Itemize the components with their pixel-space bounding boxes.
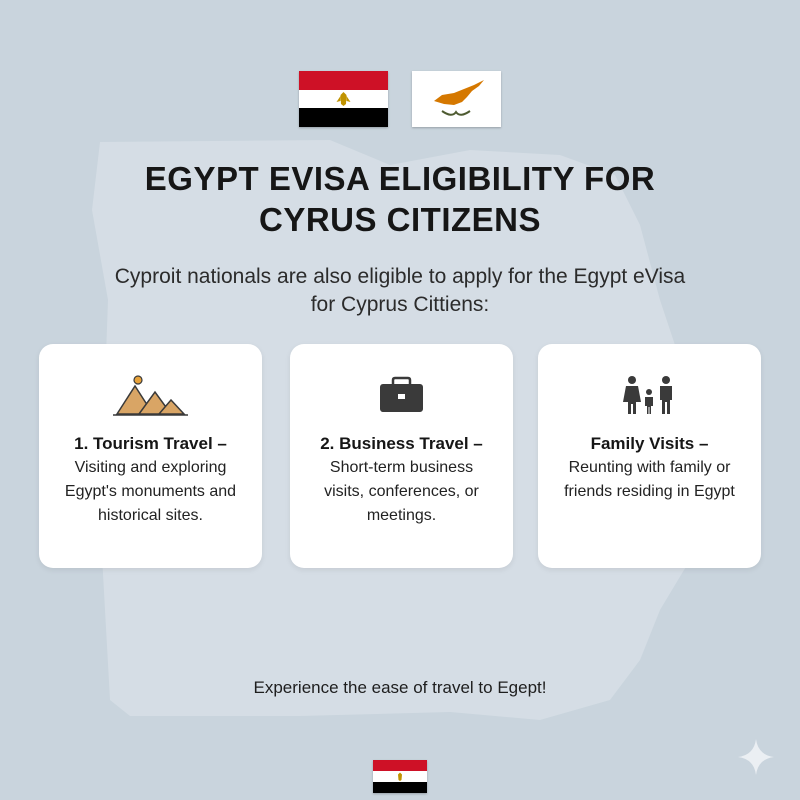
title-line-1: EGYPT EVISA ELIGIBILITY FOR bbox=[144, 160, 656, 197]
card-description bbox=[51, 456, 250, 528]
card-text-line: friends residing in Egypt bbox=[564, 483, 735, 500]
pyramids-icon bbox=[39, 372, 262, 418]
family-icon bbox=[538, 372, 761, 418]
page-subtitle bbox=[0, 263, 800, 319]
tourism-travel-card bbox=[39, 344, 262, 568]
card-title: Family Visits – bbox=[590, 434, 709, 453]
subtitle-line-1: Cyproit nationals are also eligible to apply for the Egypt eVisa bbox=[114, 265, 686, 288]
business-travel-card bbox=[290, 344, 513, 568]
card-text-line: visits, conferences, or bbox=[324, 483, 479, 500]
cyprus-flag bbox=[412, 71, 501, 127]
page-title bbox=[0, 158, 800, 240]
card-description bbox=[550, 456, 749, 504]
card-text-line: Egypt's monuments and bbox=[64, 483, 237, 500]
sparkle-icon bbox=[737, 738, 775, 776]
title-line-2: CYRUS CITIZENS bbox=[258, 201, 542, 238]
card-text-line: Short-term business bbox=[329, 459, 474, 476]
card-text-line: Visiting and exploring bbox=[74, 459, 227, 476]
card-title: 1. Tourism Travel – bbox=[74, 434, 227, 453]
egypt-flag-small bbox=[373, 760, 427, 793]
card-description bbox=[302, 456, 501, 528]
card-text-line: meetings. bbox=[366, 507, 437, 524]
footer-tagline: Experience the ease of travel to Egept! bbox=[253, 678, 547, 697]
card-title: 2. Business Travel – bbox=[320, 434, 483, 453]
family-visits-card bbox=[538, 344, 761, 568]
card-text-line: historical sites. bbox=[98, 507, 203, 524]
subtitle-line-2: for Cyprus Cittiens: bbox=[310, 293, 490, 316]
card-text-line: Reunting with family or bbox=[568, 459, 731, 476]
briefcase-icon bbox=[290, 372, 513, 418]
egypt-flag bbox=[299, 71, 388, 127]
